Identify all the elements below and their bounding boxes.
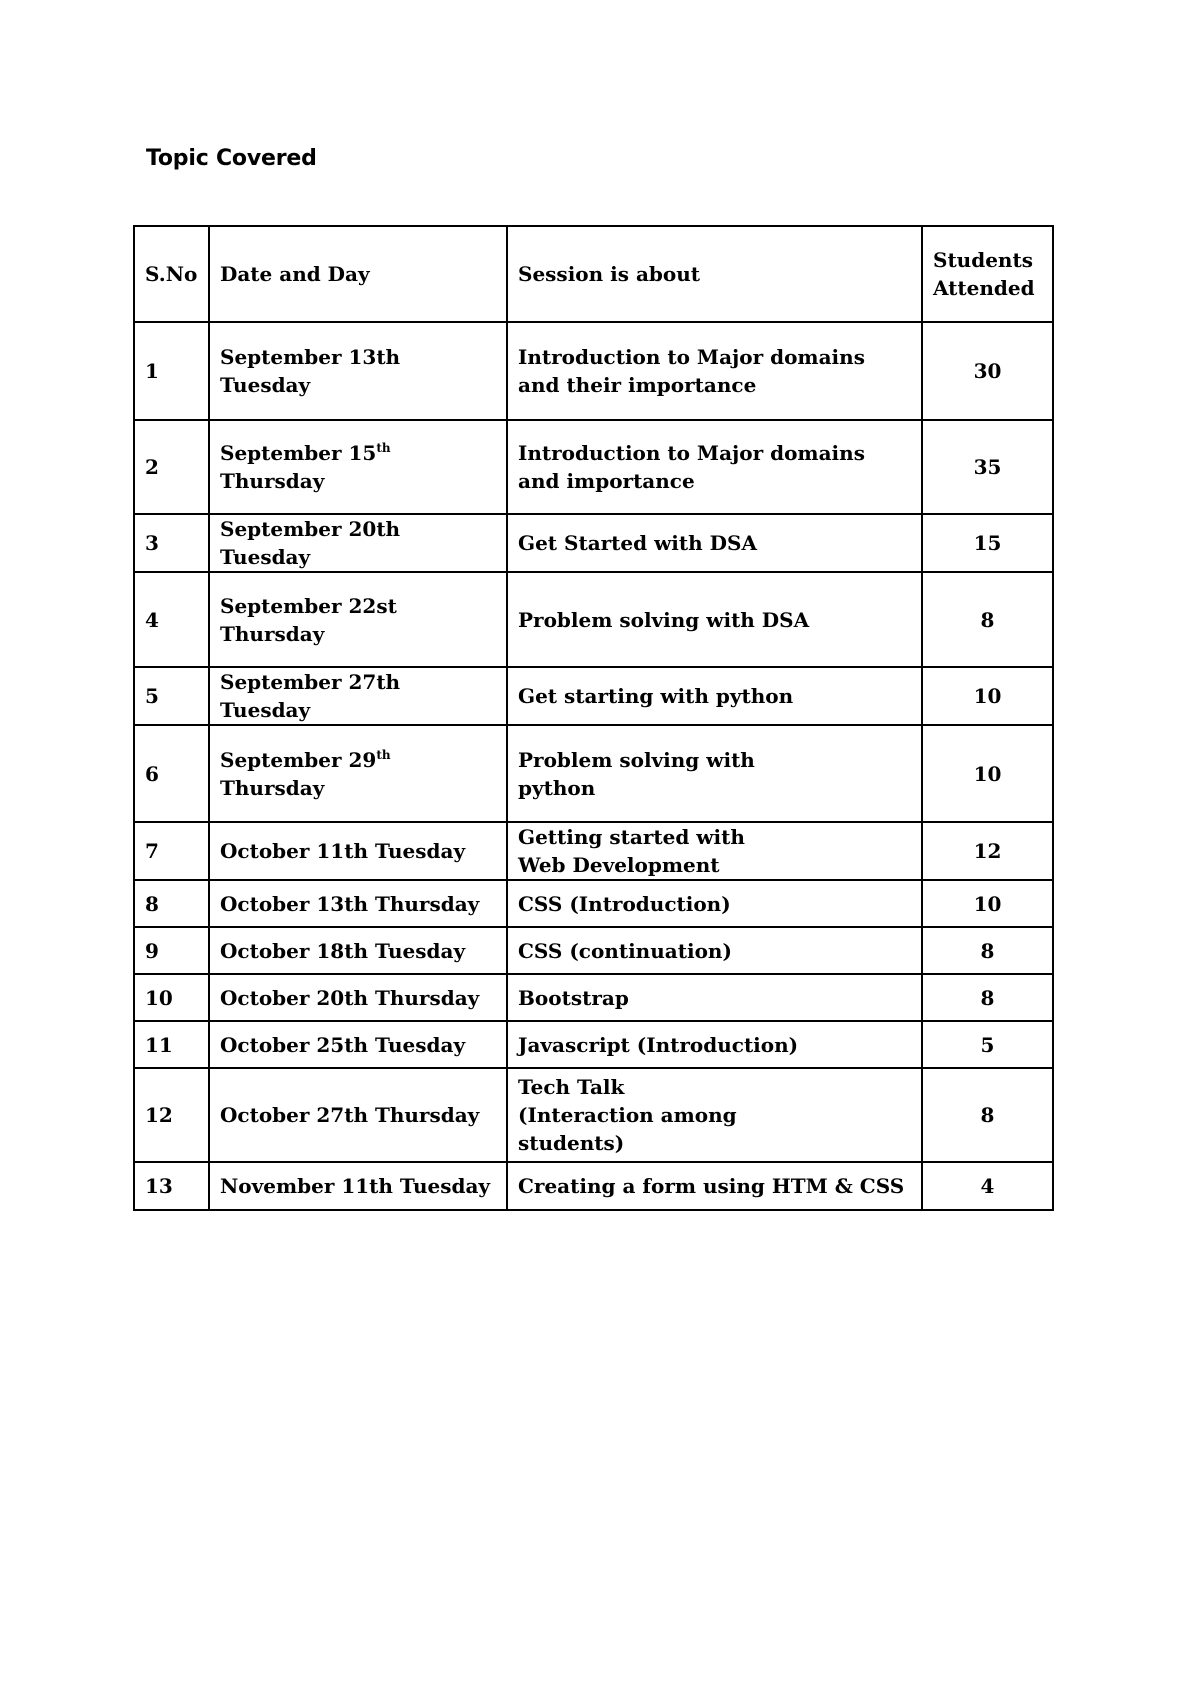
cell-date: October 18th Tuesday <box>209 927 507 974</box>
cell-attended: 12 <box>922 822 1053 880</box>
table-row <box>134 667 1053 725</box>
cell-session: Bootstrap <box>507 974 922 1021</box>
cell-attended: 15 <box>922 514 1053 572</box>
cell-date: September 22st Thursday <box>209 572 507 667</box>
cell-session: Getting started with Web Development <box>507 822 922 880</box>
cell-attended: 8 <box>922 1068 1053 1162</box>
cell-session: Introduction to Major domains and importance <box>507 420 922 514</box>
cell-sno: 9 <box>134 927 209 974</box>
cell-date: September 20th Tuesday <box>209 514 507 572</box>
cell-sno: 3 <box>134 514 209 572</box>
cell-sno: 8 <box>134 880 209 927</box>
cell-attended: 8 <box>922 974 1053 1021</box>
cell-attended: 8 <box>922 927 1053 974</box>
cell-sno: 6 <box>134 725 209 822</box>
cell-sno: 1 <box>134 322 209 420</box>
table-row <box>134 927 1053 974</box>
cell-sno: 12 <box>134 1068 209 1162</box>
cell-date: October 11th Tuesday <box>209 822 507 880</box>
table-row <box>134 514 1053 572</box>
cell-sno: 13 <box>134 1162 209 1210</box>
table-row <box>134 1068 1053 1162</box>
cell-session: Problem solving with python <box>507 725 922 822</box>
cell-session: Get starting with python <box>507 667 922 725</box>
cell-date: October 20th Thursday <box>209 974 507 1021</box>
cell-session: CSS (continuation) <box>507 927 922 974</box>
page-title: Topic Covered <box>146 146 317 171</box>
cell-date: October 25th Tuesday <box>209 1021 507 1068</box>
sessions-table <box>133 225 1054 1211</box>
cell-date: September 13th Tuesday <box>209 322 507 420</box>
date-suffix: Thursday <box>220 775 325 800</box>
cell-session: Introduction to Major domains and their importance <box>507 322 922 420</box>
cell-sno: 5 <box>134 667 209 725</box>
cell-date: November 11th Tuesday <box>209 1162 507 1210</box>
table-row <box>134 725 1053 822</box>
cell-sno: 11 <box>134 1021 209 1068</box>
header-session: Session is about <box>507 226 922 322</box>
cell-sno: 2 <box>134 420 209 514</box>
cell-attended: 10 <box>922 880 1053 927</box>
cell-session: Creating a form using HTM & CSS <box>507 1162 922 1210</box>
table-row <box>134 822 1053 880</box>
table-row <box>134 420 1053 514</box>
cell-date <box>209 725 507 822</box>
header-date: Date and Day <box>209 226 507 322</box>
date-suffix: Thursday <box>220 469 325 493</box>
cell-attended: 5 <box>922 1021 1053 1068</box>
table-row <box>134 572 1053 667</box>
cell-sno: 7 <box>134 822 209 880</box>
table-row <box>134 880 1053 927</box>
cell-session: CSS (Introduction) <box>507 880 922 927</box>
cell-attended: 10 <box>922 667 1053 725</box>
cell-session: Get Started with DSA <box>507 514 922 572</box>
cell-date: October 13th Thursday <box>209 880 507 927</box>
cell-date: September 27th Tuesday <box>209 667 507 725</box>
date-ordinal-sup: th <box>376 747 391 762</box>
cell-session: Tech Talk (Interaction among students) <box>507 1068 922 1162</box>
cell-attended: 30 <box>922 322 1053 420</box>
cell-sno: 4 <box>134 572 209 667</box>
header-attended: Students Attended <box>922 226 1053 322</box>
cell-session: Problem solving with DSA <box>507 572 922 667</box>
cell-attended: 10 <box>922 725 1053 822</box>
cell-attended: 35 <box>922 420 1053 514</box>
table-row <box>134 974 1053 1021</box>
cell-date <box>209 420 507 514</box>
cell-attended: 4 <box>922 1162 1053 1210</box>
table-header-row <box>134 226 1053 322</box>
date-prefix: September 15 <box>220 441 377 465</box>
cell-date: October 27th Thursday <box>209 1068 507 1162</box>
cell-attended: 8 <box>922 572 1053 667</box>
date-ordinal-sup: th <box>376 441 391 455</box>
cell-session: Javascript (Introduction) <box>507 1021 922 1068</box>
header-sno: S.No <box>134 226 209 322</box>
table-row <box>134 322 1053 420</box>
date-prefix: September 29 <box>220 747 377 772</box>
cell-sno: 10 <box>134 974 209 1021</box>
table-row <box>134 1162 1053 1210</box>
table-row <box>134 1021 1053 1068</box>
